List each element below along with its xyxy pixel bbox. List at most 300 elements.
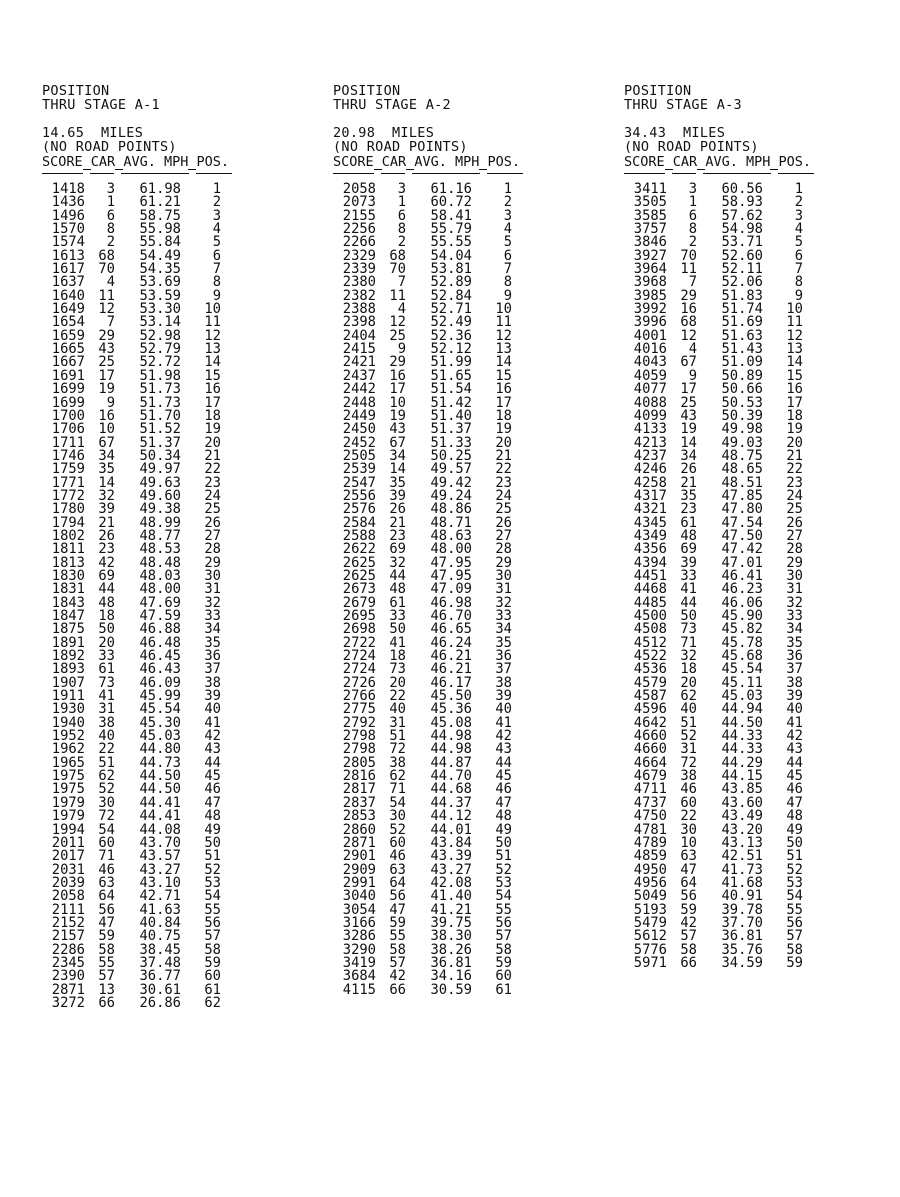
car-number-cell: 35 xyxy=(680,487,697,504)
car-number-cell: 69 xyxy=(389,541,406,558)
position-cell: 3 xyxy=(503,207,512,224)
position-cell: 34 xyxy=(495,621,512,638)
car-number-cell: 39 xyxy=(98,501,115,518)
car-number-cell: 22 xyxy=(680,808,697,825)
position-cell: 58 xyxy=(495,941,512,958)
avg-mph-cell: 48.03 xyxy=(139,567,181,584)
score-cell: 4950 xyxy=(633,861,667,878)
car-number-cell: 21 xyxy=(680,474,697,491)
position-cell: 29 xyxy=(495,554,512,571)
position-cell: 20 xyxy=(786,434,803,451)
avg-mph-cell: 48.86 xyxy=(430,501,472,518)
avg-mph-cell: 47.09 xyxy=(430,581,472,598)
score-cell: 4213 xyxy=(633,434,667,451)
car-number-cell: 20 xyxy=(98,634,115,651)
score-cell: 4237 xyxy=(633,447,667,464)
score-cell: 2817 xyxy=(342,781,376,798)
score-cell: 1654 xyxy=(51,314,85,331)
avg-mph-cell: 51.37 xyxy=(430,421,472,438)
avg-mph-cell: 44.37 xyxy=(430,794,472,811)
position-cell: 8 xyxy=(212,274,221,291)
avg-mph-cell: 48.65 xyxy=(721,461,763,478)
score-cell: 2256 xyxy=(342,221,376,238)
score-cell: 4522 xyxy=(633,648,667,665)
position-cell: 36 xyxy=(786,648,803,665)
avg-mph-cell: 45.30 xyxy=(139,714,181,731)
score-cell: 2452 xyxy=(342,434,376,451)
score-cell: 1975 xyxy=(51,768,85,785)
position-cell: 55 xyxy=(495,901,512,918)
car-number-cell: 25 xyxy=(680,394,697,411)
score-cell: 3985 xyxy=(633,287,667,304)
car-number-cell: 29 xyxy=(680,287,697,304)
position-cell: 18 xyxy=(786,407,803,424)
position-cell: 45 xyxy=(786,768,803,785)
car-number-cell: 16 xyxy=(389,367,406,384)
avg-mph-cell: 49.38 xyxy=(139,501,181,518)
avg-mph-cell: 52.12 xyxy=(430,341,472,358)
score-cell: 2724 xyxy=(342,648,376,665)
position-cell: 1 xyxy=(212,181,221,197)
car-number-cell: 64 xyxy=(389,874,406,891)
car-number-cell: 40 xyxy=(389,701,406,718)
avg-mph-cell: 54.98 xyxy=(721,221,763,238)
car-number-cell: 17 xyxy=(389,381,406,398)
position-label: POSITION xyxy=(42,83,110,99)
car-number-cell: 3 xyxy=(106,181,115,197)
position-cell: 9 xyxy=(212,287,221,304)
score-cell: 4508 xyxy=(633,621,667,638)
score-cell: 1965 xyxy=(51,754,85,771)
avg-mph-cell: 46.24 xyxy=(430,634,472,651)
avg-mph-cell: 47.01 xyxy=(721,554,763,571)
score-cell: 3684 xyxy=(342,968,376,985)
score-cell: 2058 xyxy=(51,888,85,905)
avg-mph-cell: 53.69 xyxy=(139,274,181,291)
avg-mph-cell: 48.48 xyxy=(139,554,181,571)
car-number-cell: 39 xyxy=(389,487,406,504)
avg-mph-cell: 44.12 xyxy=(430,808,472,825)
position-cell: 47 xyxy=(495,794,512,811)
score-cell: 2766 xyxy=(342,688,376,705)
score-cell: 2039 xyxy=(51,874,85,891)
car-number-cell: 6 xyxy=(397,207,406,224)
car-number-cell: 20 xyxy=(389,674,406,691)
car-number-cell: 30 xyxy=(389,808,406,825)
position-cell: 46 xyxy=(204,781,221,798)
score-cell: 1759 xyxy=(51,461,85,478)
score-cell: 5193 xyxy=(633,901,667,918)
position-cell: 45 xyxy=(495,768,512,785)
score-cell: 4099 xyxy=(633,407,667,424)
avg-mph-cell: 49.24 xyxy=(430,487,472,504)
score-cell: 2775 xyxy=(342,701,376,718)
avg-mph-cell: 39.75 xyxy=(430,914,472,931)
car-number-cell: 12 xyxy=(389,314,406,331)
car-number-cell: 57 xyxy=(98,968,115,985)
car-number-cell: 25 xyxy=(389,327,406,344)
avg-mph-cell: 54.04 xyxy=(430,247,472,264)
car-number-cell: 63 xyxy=(98,874,115,891)
stage-miles: 14.65 MILES xyxy=(42,125,144,141)
score-cell: 4711 xyxy=(633,781,667,798)
position-cell: 62 xyxy=(204,994,221,1011)
position-cell: 11 xyxy=(204,314,221,331)
avg-mph-cell: 54.35 xyxy=(139,261,181,278)
score-cell: 1802 xyxy=(51,527,85,544)
car-number-cell: 10 xyxy=(98,421,115,438)
position-cell: 24 xyxy=(786,487,803,504)
car-number-cell: 68 xyxy=(98,247,115,264)
car-number-cell: 23 xyxy=(98,541,115,558)
position-cell: 60 xyxy=(495,968,512,985)
car-number-cell: 68 xyxy=(680,314,697,331)
avg-mph-cell: 52.79 xyxy=(139,341,181,358)
position-cell: 26 xyxy=(495,514,512,531)
position-cell: 2 xyxy=(212,194,221,211)
score-cell: 4321 xyxy=(633,501,667,518)
car-number-cell: 29 xyxy=(389,354,406,371)
car-number-cell: 26 xyxy=(98,527,115,544)
position-cell: 54 xyxy=(204,888,221,905)
score-cell: 1875 xyxy=(51,621,85,638)
score-cell: 1699 xyxy=(51,381,85,398)
results-rows xyxy=(333,183,523,997)
score-cell: 2031 xyxy=(51,861,85,878)
score-cell: 1940 xyxy=(51,714,85,731)
position-cell: 30 xyxy=(495,567,512,584)
avg-mph-cell: 60.72 xyxy=(430,194,472,211)
score-cell: 2266 xyxy=(342,234,376,251)
car-number-cell: 66 xyxy=(389,981,406,998)
position-cell: 22 xyxy=(786,461,803,478)
position-cell: 46 xyxy=(495,781,512,798)
position-cell: 48 xyxy=(786,808,803,825)
position-cell: 35 xyxy=(204,634,221,651)
avg-mph-cell: 53.30 xyxy=(139,301,181,318)
car-number-cell: 50 xyxy=(98,621,115,638)
avg-mph-cell: 53.14 xyxy=(139,314,181,331)
position-cell: 43 xyxy=(204,741,221,758)
score-cell: 1699 xyxy=(51,394,85,411)
avg-mph-cell: 47.95 xyxy=(430,567,472,584)
score-cell: 4468 xyxy=(633,581,667,598)
car-number-cell: 47 xyxy=(389,901,406,918)
position-cell: 30 xyxy=(786,567,803,584)
avg-mph-cell: 44.73 xyxy=(139,754,181,771)
car-number-cell: 47 xyxy=(98,914,115,931)
avg-mph-cell: 43.27 xyxy=(139,861,181,878)
car-number-cell: 61 xyxy=(680,514,697,531)
car-number-cell: 4 xyxy=(397,301,406,318)
score-cell: 1979 xyxy=(51,794,85,811)
car-number-cell: 7 xyxy=(397,274,406,291)
avg-mph-cell: 49.60 xyxy=(139,487,181,504)
car-number-cell: 31 xyxy=(98,701,115,718)
avg-mph-cell: 49.57 xyxy=(430,461,472,478)
score-cell: 3286 xyxy=(342,928,376,945)
score-cell: 5776 xyxy=(633,941,667,958)
position-cell: 21 xyxy=(495,447,512,464)
avg-mph-cell: 61.21 xyxy=(139,194,181,211)
position-cell: 23 xyxy=(204,474,221,491)
score-cell: 2991 xyxy=(342,874,376,891)
avg-mph-cell: 44.50 xyxy=(721,714,763,731)
pos-column-header: POS. xyxy=(196,154,229,170)
avg-mph-cell: 51.40 xyxy=(430,407,472,424)
score-cell: 2622 xyxy=(342,541,376,558)
position-cell: 30 xyxy=(204,567,221,584)
avg-mph-cell: 34.59 xyxy=(721,954,763,971)
avg-mph-cell: 39.78 xyxy=(721,901,763,918)
car-number-cell: 56 xyxy=(389,888,406,905)
car-column-header: CAR xyxy=(672,154,698,170)
avg-mph-cell: 48.99 xyxy=(139,514,181,531)
car-number-cell: 1 xyxy=(106,194,115,211)
stage-a2-results xyxy=(333,84,523,997)
car-number-cell: 52 xyxy=(389,821,406,838)
car-number-cell: 64 xyxy=(98,888,115,905)
position-cell: 41 xyxy=(786,714,803,731)
car-number-cell: 25 xyxy=(98,354,115,371)
position-cell: 50 xyxy=(204,834,221,851)
car-number-cell: 69 xyxy=(680,541,697,558)
avg-mph-cell: 38.45 xyxy=(139,941,181,958)
position-cell: 59 xyxy=(786,954,803,971)
car-number-cell: 51 xyxy=(680,714,697,731)
car-number-cell: 32 xyxy=(389,554,406,571)
car-number-cell: 48 xyxy=(98,594,115,611)
avg-mph-cell: 57.62 xyxy=(721,207,763,224)
car-number-cell: 44 xyxy=(680,594,697,611)
column-header-row xyxy=(624,154,814,170)
score-cell: 4001 xyxy=(633,327,667,344)
score-cell: 2404 xyxy=(342,327,376,344)
car-number-cell: 33 xyxy=(389,608,406,624)
car-number-cell: 56 xyxy=(680,888,697,905)
car-number-cell: 43 xyxy=(98,341,115,358)
car-number-cell: 41 xyxy=(389,634,406,651)
score-cell: 4789 xyxy=(633,834,667,851)
car-number-cell: 10 xyxy=(389,394,406,411)
position-cell: 6 xyxy=(212,247,221,264)
position-label: POSITION xyxy=(624,83,692,99)
position-cell: 4 xyxy=(212,221,221,238)
avg-mph-cell: 44.41 xyxy=(139,808,181,825)
car-number-cell: 52 xyxy=(680,728,697,745)
position-cell: 6 xyxy=(794,247,803,264)
car-number-cell: 55 xyxy=(98,954,115,971)
score-cell: 2339 xyxy=(342,261,376,278)
score-cell: 1813 xyxy=(51,554,85,571)
score-cell: 4345 xyxy=(633,514,667,531)
car-number-cell: 59 xyxy=(680,901,697,918)
avg-mph-cell: 45.82 xyxy=(721,621,763,638)
avg-mph-cell: 52.49 xyxy=(430,314,472,331)
position-cell: 50 xyxy=(495,834,512,851)
score-cell: 4664 xyxy=(633,754,667,771)
position-cell: 20 xyxy=(495,434,512,451)
car-number-cell: 9 xyxy=(397,341,406,358)
car-number-cell: 11 xyxy=(680,261,697,278)
score-cell: 4596 xyxy=(633,701,667,718)
position-cell: 42 xyxy=(204,728,221,745)
avg-mph-cell: 42.71 xyxy=(139,888,181,905)
score-cell: 4500 xyxy=(633,608,667,624)
position-cell: 11 xyxy=(786,314,803,331)
car-number-cell: 55 xyxy=(389,928,406,945)
score-cell: 3992 xyxy=(633,301,667,318)
avg-mph-cell: 43.20 xyxy=(721,821,763,838)
avg-mph-cell: 46.06 xyxy=(721,594,763,611)
position-cell: 39 xyxy=(495,688,512,705)
score-cell: 2286 xyxy=(51,941,85,958)
score-cell: 1637 xyxy=(51,274,85,291)
avg-mph-cell: 47.54 xyxy=(721,514,763,531)
car-number-cell: 66 xyxy=(98,994,115,1011)
score-cell: 3585 xyxy=(633,207,667,224)
avg-mph-cell: 44.87 xyxy=(430,754,472,771)
score-cell: 2673 xyxy=(342,581,376,598)
score-cell: 2816 xyxy=(342,768,376,785)
avg-mph-cell: 43.27 xyxy=(430,861,472,878)
avg-mph-cell: 45.54 xyxy=(139,701,181,718)
avg-mph-cell: 49.63 xyxy=(139,474,181,491)
position-cell: 59 xyxy=(495,954,512,971)
avg-mph-cell: 44.01 xyxy=(430,821,472,838)
position-cell: 38 xyxy=(786,674,803,691)
avg-mph-cell: 41.40 xyxy=(430,888,472,905)
avg-mph-cell: 50.66 xyxy=(721,381,763,398)
car-number-cell: 46 xyxy=(680,781,697,798)
position-cell: 40 xyxy=(495,701,512,718)
car-number-cell: 20 xyxy=(680,674,697,691)
score-cell: 2388 xyxy=(342,301,376,318)
avg-mph-cell: 47.85 xyxy=(721,487,763,504)
position-cell: 44 xyxy=(204,754,221,771)
position-cell: 56 xyxy=(786,914,803,931)
car-number-cell: 46 xyxy=(98,861,115,878)
car-number-cell: 14 xyxy=(98,474,115,491)
car-number-cell: 13 xyxy=(98,981,115,998)
avg-mph-cell: 47.59 xyxy=(139,608,181,624)
avg-mph-cell: 38.26 xyxy=(430,941,472,958)
car-number-cell: 12 xyxy=(98,301,115,318)
position-cell: 33 xyxy=(786,608,803,624)
car-number-cell: 39 xyxy=(680,554,697,571)
score-cell: 4451 xyxy=(633,567,667,584)
avg-mph-cell: 51.43 xyxy=(721,341,763,358)
position-cell: 61 xyxy=(204,981,221,998)
score-cell: 4512 xyxy=(633,634,667,651)
score-cell: 4956 xyxy=(633,874,667,891)
avg-mph-cell: 48.75 xyxy=(721,447,763,464)
car-number-cell: 7 xyxy=(688,274,697,291)
avg-mph-cell: 46.65 xyxy=(430,621,472,638)
avg-mph-cell: 26.86 xyxy=(139,994,181,1011)
car-number-cell: 34 xyxy=(680,447,697,464)
score-cell: 2798 xyxy=(342,741,376,758)
score-cell: 3272 xyxy=(51,994,85,1011)
score-cell: 2415 xyxy=(342,341,376,358)
score-cell: 2625 xyxy=(342,567,376,584)
car-number-cell: 64 xyxy=(680,874,697,891)
score-cell: 1691 xyxy=(51,367,85,384)
position-cell: 27 xyxy=(204,527,221,544)
avg-mph-cell: 36.77 xyxy=(139,968,181,985)
position-cell: 58 xyxy=(204,941,221,958)
position-cell: 7 xyxy=(212,261,221,278)
position-cell: 16 xyxy=(495,381,512,398)
position-cell: 12 xyxy=(495,327,512,344)
score-cell: 1496 xyxy=(51,207,85,224)
position-cell: 25 xyxy=(204,501,221,518)
avg-mph-cell: 38.30 xyxy=(430,928,472,945)
position-cell: 13 xyxy=(495,341,512,358)
score-cell: 2698 xyxy=(342,621,376,638)
car-number-cell: 62 xyxy=(389,768,406,785)
avg-mph-cell: 45.54 xyxy=(721,661,763,678)
position-cell: 37 xyxy=(204,661,221,678)
car-number-cell: 71 xyxy=(98,848,115,865)
position-cell: 27 xyxy=(495,527,512,544)
car-number-cell: 72 xyxy=(389,741,406,758)
score-cell: 2860 xyxy=(342,821,376,838)
score-cell: 3040 xyxy=(342,888,376,905)
score-cell: 1892 xyxy=(51,648,85,665)
score-cell: 4077 xyxy=(633,381,667,398)
car-number-cell: 58 xyxy=(389,941,406,958)
score-cell: 2442 xyxy=(342,381,376,398)
position-cell: 3 xyxy=(212,207,221,224)
results-rows xyxy=(624,183,814,970)
avg-mph-cell: 30.59 xyxy=(430,981,472,998)
score-cell: 2448 xyxy=(342,394,376,411)
score-cell: 4750 xyxy=(633,808,667,825)
avg-mph-cell: 43.39 xyxy=(430,848,472,865)
score-cell: 1907 xyxy=(51,674,85,691)
position-cell: 54 xyxy=(786,888,803,905)
avg-mph-cell: 44.41 xyxy=(139,794,181,811)
car-number-cell: 63 xyxy=(680,848,697,865)
column-header-row xyxy=(333,154,523,170)
avg-mph-cell: 50.89 xyxy=(721,367,763,384)
position-cell: 16 xyxy=(204,381,221,398)
score-cell: 2576 xyxy=(342,501,376,518)
avg-mph-cell: 52.84 xyxy=(430,287,472,304)
position-cell: 28 xyxy=(495,541,512,558)
score-cell: 1843 xyxy=(51,594,85,611)
avg-mph-cell: 44.68 xyxy=(430,781,472,798)
score-cell: 4737 xyxy=(633,794,667,811)
position-cell: 51 xyxy=(204,848,221,865)
avg-mph-cell: 55.79 xyxy=(430,221,472,238)
avg-mph-cell: 36.81 xyxy=(721,928,763,945)
avg-mph-cell: 55.98 xyxy=(139,221,181,238)
position-cell: 19 xyxy=(495,421,512,438)
avg-mph-cell: 43.60 xyxy=(721,794,763,811)
avg-mph-cell: 51.54 xyxy=(430,381,472,398)
score-cell: 4246 xyxy=(633,461,667,478)
car-number-cell: 72 xyxy=(98,808,115,825)
score-cell: 3166 xyxy=(342,914,376,931)
car-number-cell: 35 xyxy=(389,474,406,491)
car-number-cell: 35 xyxy=(98,461,115,478)
avg-mph-column-header: AVG. MPH xyxy=(123,154,189,170)
car-number-cell: 26 xyxy=(389,501,406,518)
avg-mph-cell: 44.80 xyxy=(139,741,181,758)
score-cell: 3757 xyxy=(633,221,667,238)
